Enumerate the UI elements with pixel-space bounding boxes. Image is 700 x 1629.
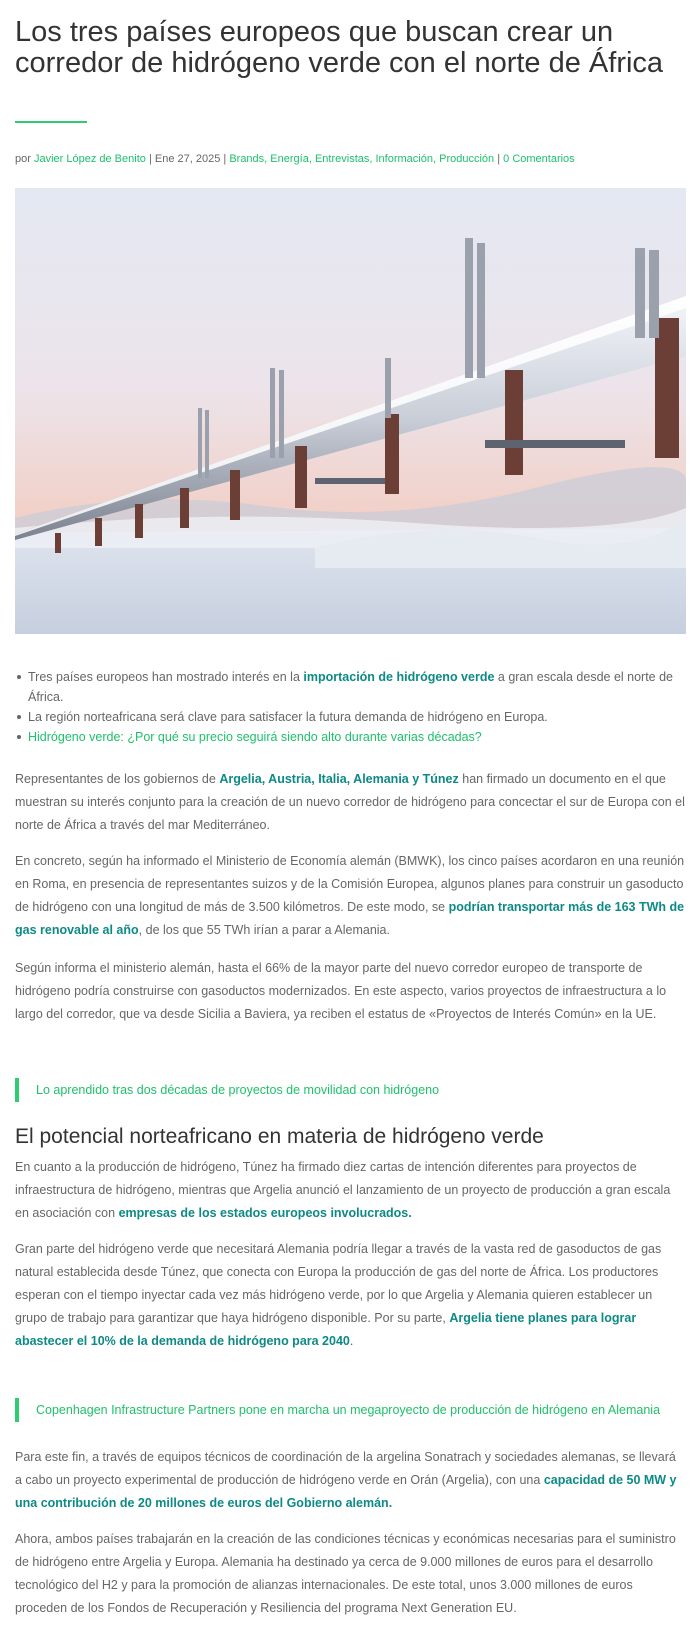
link-importacion-hidrogeno[interactable]: importación de hidrógeno verde bbox=[303, 670, 495, 684]
key-points-list bbox=[15, 667, 680, 747]
paragraph: Según informa el ministerio alemán, hasta el 66% de la mayor parte del nuevo corredor europeo de transporte de hidrógeno podría construirse con gasoductos modernizados. En este aspecto, varios proyectos de infraestructura a lo largo del corredor, que va desde Sicilia a Baviera, ya reciben el estatus de «Proyectos de Interés Común» en la UE. bbox=[15, 961, 667, 1021]
author-link[interactable]: Javier López de Benito bbox=[33, 153, 146, 165]
post-meta: por Javier López de Benito | Ene 27, 2025 | Brands, Energía, Entrevistas, Información, Producción | 0 Comentarios bbox=[15, 153, 575, 165]
category-link-produccion[interactable]: Producción bbox=[439, 153, 495, 165]
pipeline-snow-photo bbox=[15, 188, 686, 634]
list-item: Tres países europeos han mostrado interés en la importación de hidrógeno verde a gran escala desde el norte de África. bbox=[15, 667, 680, 707]
related-link-quote[interactable] bbox=[15, 1078, 685, 1102]
meta-separator: | bbox=[223, 153, 227, 165]
link-capacidad-50mw[interactable]: capacidad de 50 MW y una contribución de 20 millones de euros del Gobierno alemán. bbox=[15, 1473, 677, 1510]
related-link[interactable]: Lo aprendido tras dos décadas de proyectos de movilidad con hidrógeno bbox=[36, 1083, 440, 1097]
paragraph: Gran parte del hidrógeno verde que necesitará Alemania podría llegar a través de la vasta red de gasoductos de gas natural establecida desde Túnez, que conecta con Europa la producción de gas del norte de África. Los productores esperan con el tiempo inyectar cada vez más hidrógeno verde, por lo que Argelia y Alemania quieren establecer un grupo de trabajo para garantizar que haya hidrógeno disponible. Por su parte, Argelia tiene planes para lograr abastecer el 10% de la demanda de hidrógeno para 2040. bbox=[15, 1242, 662, 1348]
title-underline bbox=[15, 121, 87, 123]
list-item bbox=[15, 727, 680, 747]
post-date: Ene 27, 2025 bbox=[154, 153, 221, 165]
meta-separator: | bbox=[148, 153, 152, 165]
related-link[interactable]: Copenhagen Infrastructure Partners pone en marcha un megaproyecto de producción de hidrógeno en Alemania bbox=[36, 1403, 661, 1417]
hero-image bbox=[15, 188, 686, 634]
meta-by: por bbox=[15, 153, 31, 165]
link-precio-hidrogeno[interactable]: Hidrógeno verde: ¿Por qué su precio seguirá siendo alto durante varias décadas? bbox=[28, 730, 482, 744]
paragraph: Para este fin, a través de equipos técnicos de coordinación de la argelina Sonatrach y sociedades alemanas, se llevará a cabo un proyecto experimental de producción de hidrógeno verde en Orán (Argelia), con una capacidad de 50 MW y una contribución de 20 millones de euros del Gobierno alemán. bbox=[15, 1450, 677, 1510]
link-paises[interactable]: Argelia, Austria, Italia, Alemania y Túnez bbox=[219, 772, 459, 786]
related-link-quote[interactable] bbox=[15, 1398, 685, 1422]
link-argelia-planes[interactable]: Argelia tiene planes para lograr abastecer el 10% de la demanda de hidrógeno para 2040 bbox=[15, 1311, 637, 1348]
link-empresas-europeas[interactable]: empresas de los estados europeos involucrados. bbox=[118, 1206, 412, 1220]
paragraph: En concreto, según ha informado el Ministerio de Economía alemán (BMWK), los cinco países acordaron en una reunión en Roma, en presencia de representantes suizos y de la Comisión Europea, algunos planes para construir un gasoducto de hidrógeno con una longitud de más de 3.500 kilómetros. De este modo, se podrían transportar más de 163 TWh de gas renovable al año, de los que 55 TWh irían a parar a Alemania. bbox=[15, 854, 685, 937]
category-link-brands[interactable]: Brands bbox=[229, 153, 265, 165]
paragraph: Representantes de los gobiernos de Argelia, Austria, Italia, Alemania y Túnez han firmado un documento en el que muestran su interés conjunto para la creación de un nuevo corredor de hidrógeno para concectar el sur de Europa con el norte de África a través del mar Mediterráneo. bbox=[15, 772, 685, 832]
link-transportar-twh[interactable]: podrían transportar más de 163 TWh de gas renovable al año bbox=[15, 900, 685, 937]
list-item: La región norteafricana será clave para satisfacer la futura demanda de hidrógeno en Europa. bbox=[15, 707, 680, 727]
meta-separator: | bbox=[497, 153, 501, 165]
comments-link[interactable]: 0 Comentarios bbox=[503, 153, 575, 165]
paragraph: Ahora, ambos países trabajarán en la creación de las condiciones técnicas y económicas necesarias para el suministro de hidrógeno entre Argelia y Europa. Alemania ha destinado ya cerca de 9.000 millones de euros para el desarrollo tecnológico del H2 y para la promoción de alianzas internacionales. De este total, unos 3.000 millones de euros proceden de los Fondos de Recuperación y Resiliencia del programa Next Generation EU. bbox=[15, 1532, 676, 1615]
category-link-entrevistas[interactable]: Entrevistas bbox=[314, 153, 370, 165]
section-heading: El potencial norteafricano en materia de hidrógeno verde bbox=[15, 1125, 544, 1148]
category-link-informacion[interactable]: Información bbox=[375, 153, 433, 165]
paragraph: En cuanto a la producción de hidrógeno, Túnez ha firmado diez cartas de intención diferentes para proyectos de infraestructura de hidrógeno, mientras que Argelia anunció el lanzamiento de un proyecto de producción a gran escala en asociación con empresas de los estados europeos involucrados. bbox=[15, 1160, 671, 1220]
article-title: Los tres países europeos que buscan crear un corredor de hidrógeno verde con el norte de África bbox=[15, 16, 664, 79]
category-link-energia[interactable]: Energía bbox=[270, 153, 309, 165]
